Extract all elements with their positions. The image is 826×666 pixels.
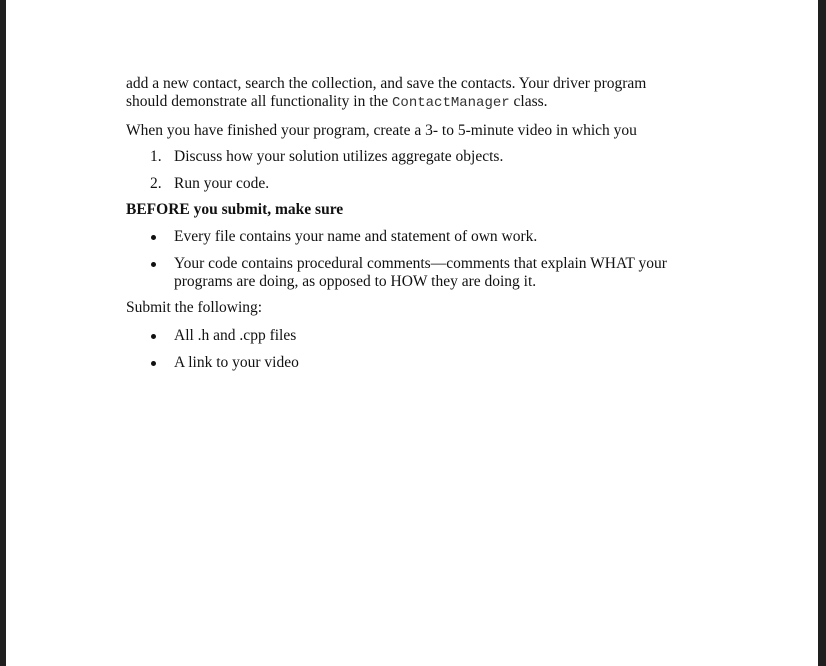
bullet-icon xyxy=(151,235,156,240)
numbered-item-text: Run your code. xyxy=(174,175,270,192)
list-number: 1. xyxy=(150,148,162,165)
intro-line-2-before: should demonstrate all functionality in the xyxy=(126,93,393,110)
submit-heading: Submit the following: xyxy=(126,299,263,316)
bullet-icon xyxy=(151,262,156,267)
bullet-item-text: Every file contains your name and statement of own work. xyxy=(174,228,538,245)
bullet-item-text-line-2: programs are doing, as opposed to HOW they are doing it. xyxy=(174,273,537,290)
bullet-item-text: All .h and .cpp files xyxy=(174,327,297,344)
document-content xyxy=(126,75,746,372)
before-heading: BEFORE you submit, make sure xyxy=(126,201,344,218)
intro-line-2-after: class. xyxy=(509,93,548,110)
numbered-item xyxy=(126,175,746,193)
numbered-item-text: Discuss how your solution utilizes aggregate objects. xyxy=(174,148,504,165)
bullet-item xyxy=(126,354,746,372)
bullet-item xyxy=(126,327,746,345)
bullet-item-text-line-1: Your code contains procedural comments—comments that explain WHAT your xyxy=(174,255,667,272)
document-page xyxy=(6,0,818,666)
intro-line-1: add a new contact, search the collection, and save the contacts. Your driver program xyxy=(126,75,647,92)
intro-paragraph xyxy=(126,75,746,112)
bullet-item xyxy=(126,228,746,246)
numbered-item xyxy=(126,148,746,166)
code-class-name: ContactManager xyxy=(392,95,510,111)
bullet-icon xyxy=(151,361,156,366)
bullet-item xyxy=(126,255,746,291)
list-number: 2. xyxy=(150,175,162,192)
bullet-item-text: A link to your video xyxy=(174,354,299,371)
video-lead: When you have finished your program, create a 3- to 5-minute video in which you xyxy=(126,122,637,139)
bullet-icon xyxy=(151,334,156,339)
intro-line-2 xyxy=(126,93,746,112)
